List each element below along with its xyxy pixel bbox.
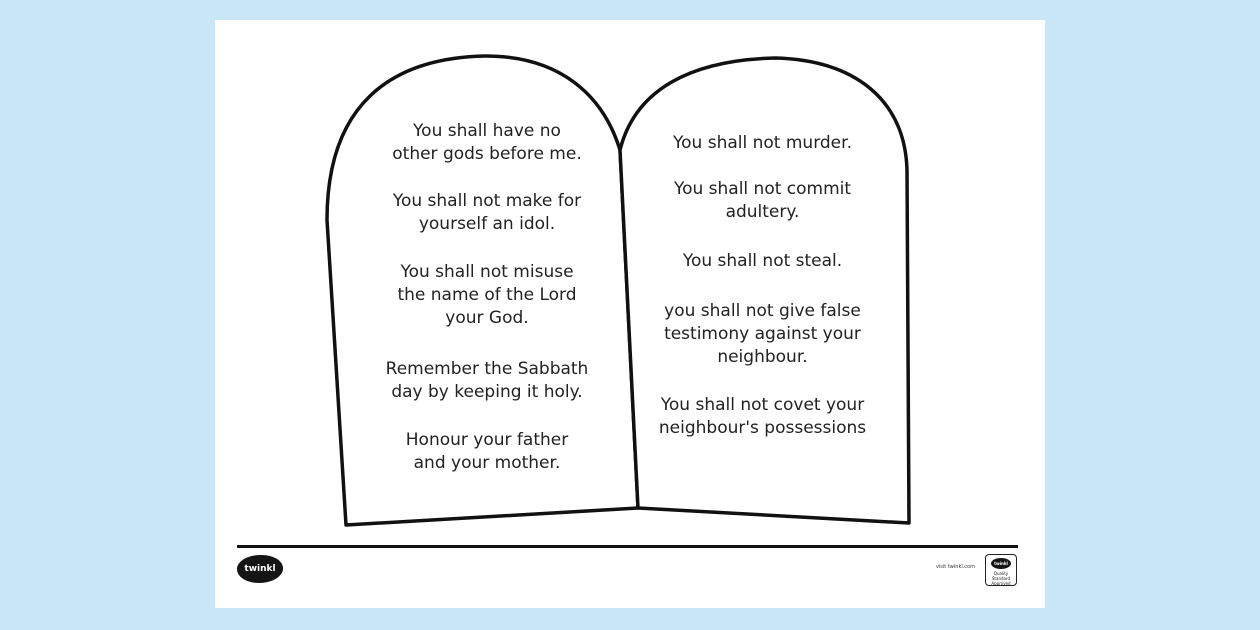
badge-logo: twinkl [991,558,1011,569]
tablets-illustration [215,20,1045,608]
commandment-2: You shall not make for yourself an idol. [392,191,582,234]
commandment-5: Honour your father and your mother. [405,430,569,473]
right-tablet-outline [620,58,909,523]
site-url[interactable]: visit twinkl.com [935,564,975,570]
twinkl-logo[interactable]: twinkl [237,555,283,583]
commandment-10: You shall not covet your neighbour's possessions [658,395,867,438]
quality-badge-icon [985,554,1017,586]
commandment-6: You shall not murder. [673,133,852,153]
commandment-1: You shall have no other gods before me. [392,121,582,164]
commandment-3: You shall not misuse the name of the Lord your God. [397,262,577,328]
badge-text: Quality Standard Approved [991,571,1011,586]
commandment-7: You shall not commit adultery. [673,179,852,222]
footer-divider [237,545,1018,548]
commandment-9: you shall not give false testimony against your neighbour. [664,301,861,367]
commandment-8: You shall not steal. [682,251,843,271]
worksheet-page [215,20,1045,608]
commandment-4: Remember the Sabbath day by keeping it holy. [385,359,589,402]
